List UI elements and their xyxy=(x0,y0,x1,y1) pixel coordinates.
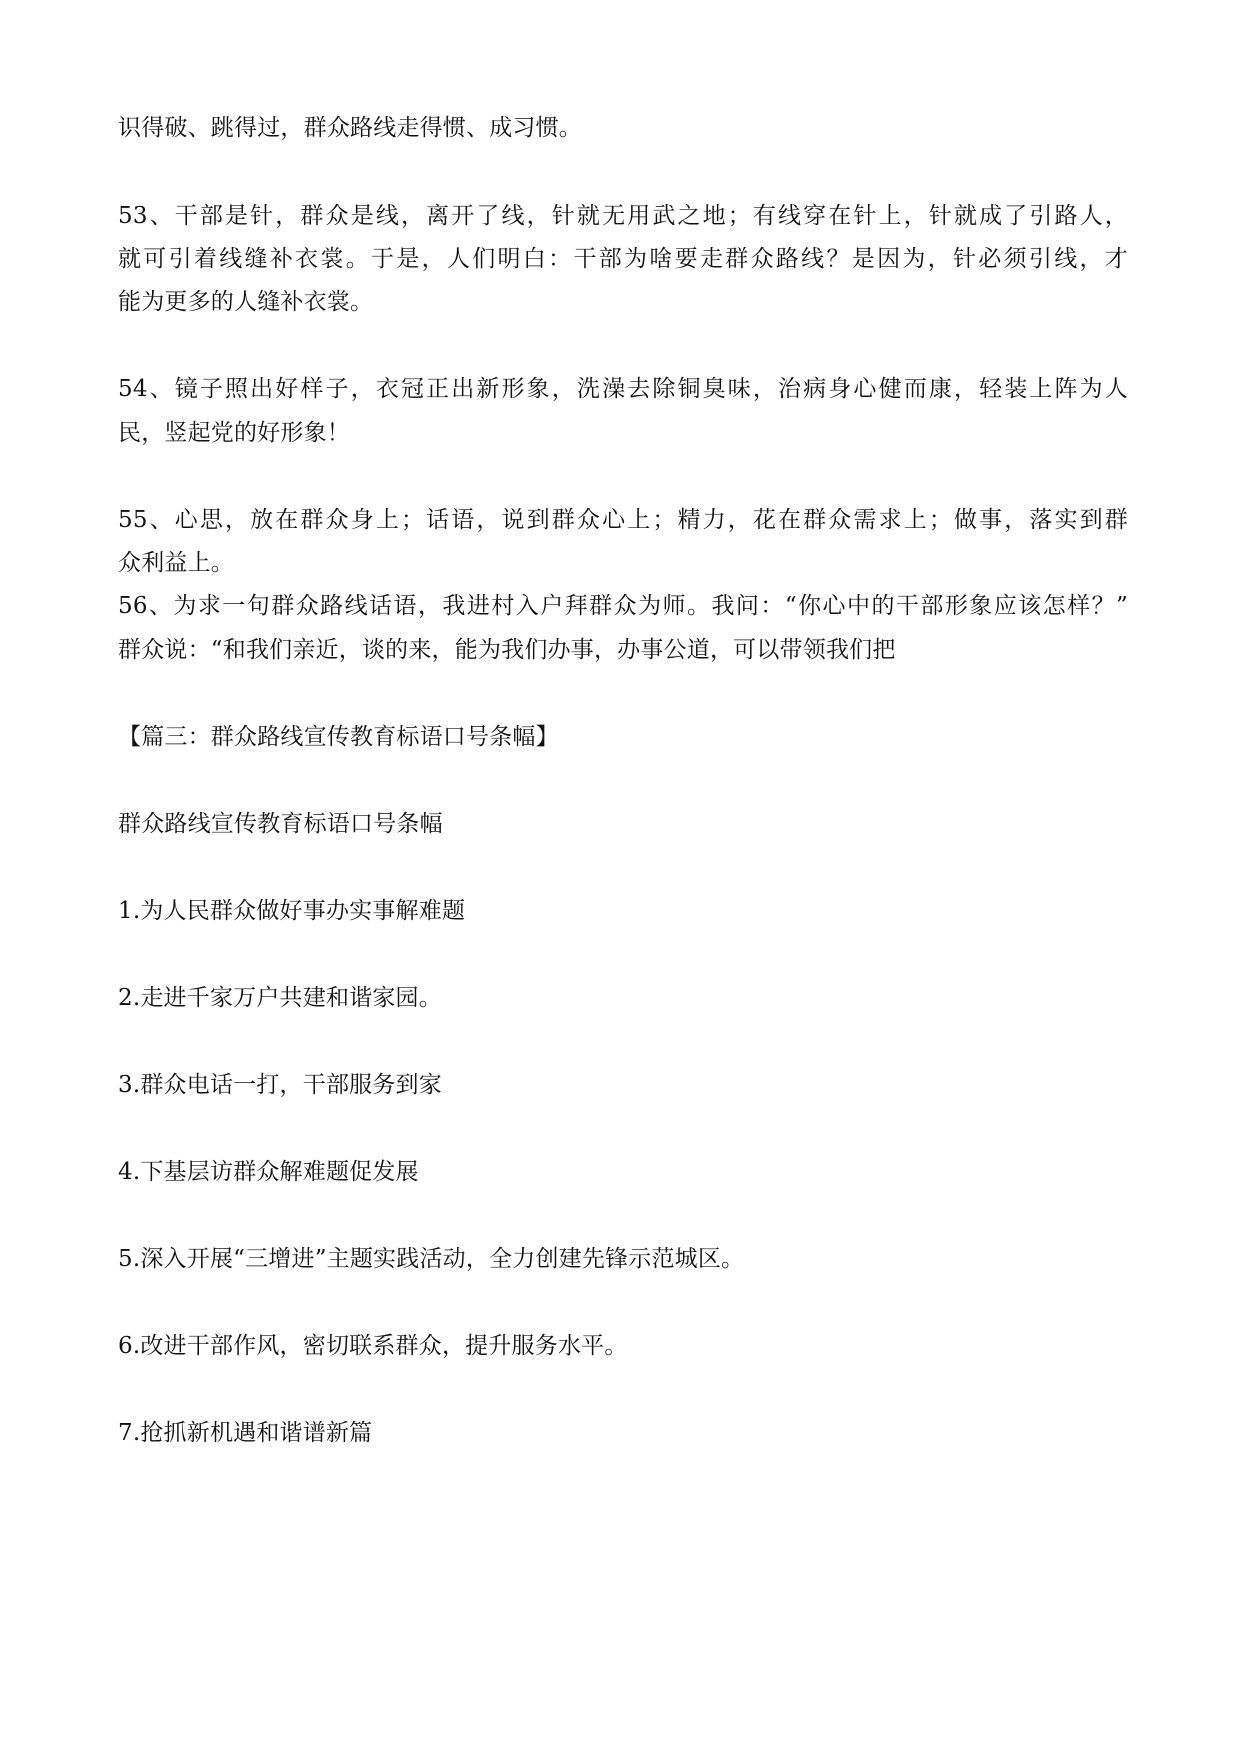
paragraph-53-line-2: 就可引着线缝补衣裳。于是，人们明白：干部为啥要走群众路线？是因为，针必须引线，才 xyxy=(118,246,1128,272)
paragraph-56-line-2: 群众说：“和我们亲近，谈的来，能为我们办事，办事公道，可以带领我们把 xyxy=(118,637,896,663)
paragraph-53-line-3: 能为更多的人缝补衣裳。 xyxy=(118,289,374,315)
slogan-item: 6.改进干部作风，密切联系群众，提升服务水平。 xyxy=(118,1333,628,1359)
slogan-item: 7.抢抓新机遇和谐谱新篇 xyxy=(118,1420,373,1446)
section-heading: 【篇三：群众路线宣传教育标语口号条幅】 xyxy=(118,724,559,750)
slogan-item: 5.深入开展“三增进”主题实践活动，全力创建先锋示范城区。 xyxy=(118,1246,745,1272)
paragraph-55-line-2: 众利益上。 xyxy=(118,550,234,576)
slogan-item: 2.走进千家万户共建和谐家园。 xyxy=(118,985,442,1011)
paragraph-54-line-2: 民，竖起党的好形象！ xyxy=(118,420,350,446)
slogan-item: 3.群众电话一打，干部服务到家 xyxy=(118,1072,442,1098)
paragraph-54-line-1: 54、镜子照出好样子，衣冠正出新形象，洗澡去除铜臭味，治病身心健而康，轻装上阵为人 xyxy=(118,376,1128,402)
paragraph-52-tail: 识得破、跳得过，群众路线走得惯、成习惯。 xyxy=(118,115,582,141)
paragraph-53-line-1: 53、干部是针，群众是线，离开了线，针就无用武之地；有线穿在针上，针就成了引路人， xyxy=(118,203,1128,229)
section-subtitle: 群众路线宣传教育标语口号条幅 xyxy=(118,811,443,837)
slogan-item: 1.为人民群众做好事办实事解难题 xyxy=(118,898,466,924)
slogan-item: 4.下基层访群众解难题促发展 xyxy=(118,1159,419,1185)
paragraph-56-line-1: 56、为求一句群众路线话语，我进村入户拜群众为师。我问：“你心中的干部形象应该怎样？” xyxy=(118,593,1128,619)
paragraph-55-line-1: 55、心思，放在群众身上；话语，说到群众心上；精力，花在群众需求上；做事，落实到群 xyxy=(118,507,1128,533)
